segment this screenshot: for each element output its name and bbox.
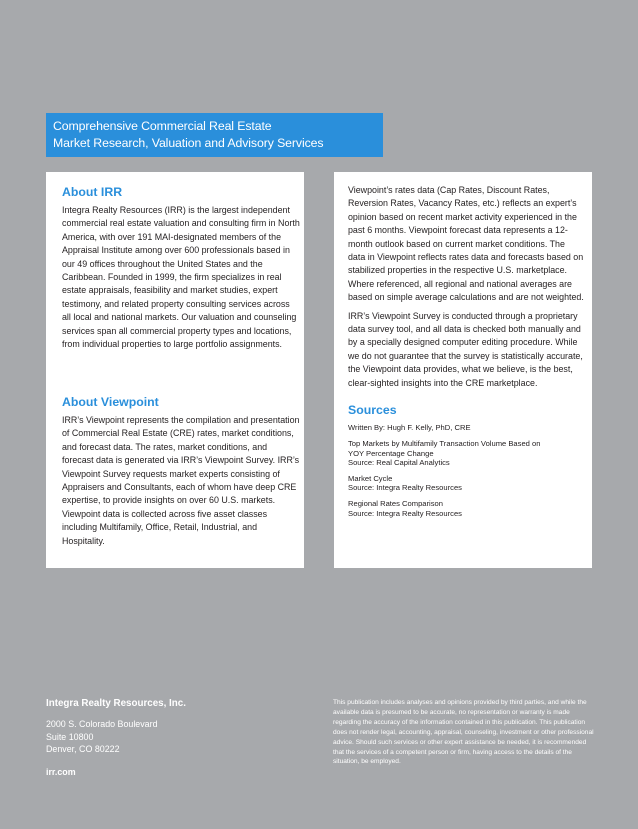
source-attribution: Source: Integra Realty Resources xyxy=(348,483,462,493)
disclaimer: This publication includes analyses and opinions provided by third parties, and while the available data is presumed to be accurate, no representation or warranty is made regarding the accuracy of the information contained in this publication. This publication does not render legal, accounting, appraisal, counseling, investment or other professional advice. Should such services or other expert assistance be needed, it is recommended that the services of a competent person or firm, having access to the details of the situation, be employed. xyxy=(333,699,594,766)
about-irr-body: Integra Realty Resources (IRR) is the largest independent commercial real estate valuation and consulting firm in North America, with over 191 MAI-designated members of the Appraisal Institute among over 600 professionals based in our 49 offices throughout the United States and the Caribbean. Founded in 1999, the firm specializes in real estate appraisals, feasibility and market studies, expert testimony, and related property consulting services across all local and national markets. Our valuation and counseling services span all commercial property types and locations, from individual properties to large portfolio assignments. xyxy=(62,205,300,350)
source-title: Top Markets by Multifamily Transaction Volume Based on xyxy=(348,439,541,449)
right-card xyxy=(334,172,592,568)
source-attribution: Source: Real Capital Analytics xyxy=(348,458,450,468)
source-item xyxy=(348,474,584,493)
source-title: Market Cycle xyxy=(348,473,393,483)
source-title-cont: YOY Percentage Change xyxy=(348,448,434,458)
company-name: Integra Realty Resources, Inc. xyxy=(46,698,186,709)
source-item xyxy=(348,499,584,518)
banner-line-2: Market Research, Valuation and Advisory Services xyxy=(53,136,324,150)
source-attribution: Source: Integra Realty Resources xyxy=(348,508,462,518)
about-viewpoint-heading: About Viewpoint xyxy=(62,395,159,409)
sources-heading: Sources xyxy=(348,403,397,418)
address-line: Denver, CO 80222 xyxy=(46,744,120,755)
sources-written-by: Written By: Hugh F. Kelly, PhD, CRE xyxy=(348,423,471,433)
about-viewpoint-section xyxy=(62,394,300,548)
footer-contact xyxy=(46,698,296,778)
viewpoint-rates-paragraph: Viewpoint’s rates data (Cap Rates, Discount Rates, Reversion Rates, Vacancy Rates, etc.) reflects an expert’s opinion based on recent market activity experienced in the past 6 months. Viewpoint forecast data represents a 12-month outlook based on current market conditions. The data in Viewpoint reflects rates data and forecasts based on stabilized properties in the respective U.S. marketplace. Where referenced, all regional and national averages are based on simple average calculations and are not weighted. xyxy=(348,185,584,303)
about-irr-heading: About IRR xyxy=(62,185,123,199)
viewpoint-survey-paragraph: IRR’s Viewpoint Survey is conducted through a proprietary data survey tool, and all data is checked both manually and by a specially designed computer editing procedure. While we do not guarantee that the survey is statistically accurate, the Viewpoint data provides, what we believe, is the best, clear-sighted insights into the CRE marketplace. xyxy=(348,310,583,388)
left-card xyxy=(46,172,304,568)
address-line: Suite 10800 xyxy=(46,731,94,742)
source-title: Regional Rates Comparison xyxy=(348,499,443,509)
website-link[interactable]: irr.com xyxy=(46,766,76,777)
source-item xyxy=(348,439,584,468)
title-banner xyxy=(46,113,383,157)
about-irr-section xyxy=(62,184,300,351)
about-viewpoint-body: IRR’s Viewpoint represents the compilation and presentation of Commercial Real Estate (CRE) rates, market conditions, and forecast data. The rates, market conditions, and forecast data is generated via IRR’s Viewpoint Survey. IRR’s Viewpoint Survey requests market experts consisting of Appraisers and Consultants, each of whom have deep CRE expertise, to provide insights on over 60 U.S. markets. Viewpoint data is collected across five asset classes including Multifamily, Office, Retail, Industrial, and Hospitality. xyxy=(62,415,300,546)
address-line: 2000 S. Colorado Boulevard xyxy=(46,719,158,729)
banner-line-1: Comprehensive Commercial Real Estate xyxy=(53,119,272,133)
right-column xyxy=(348,184,584,524)
